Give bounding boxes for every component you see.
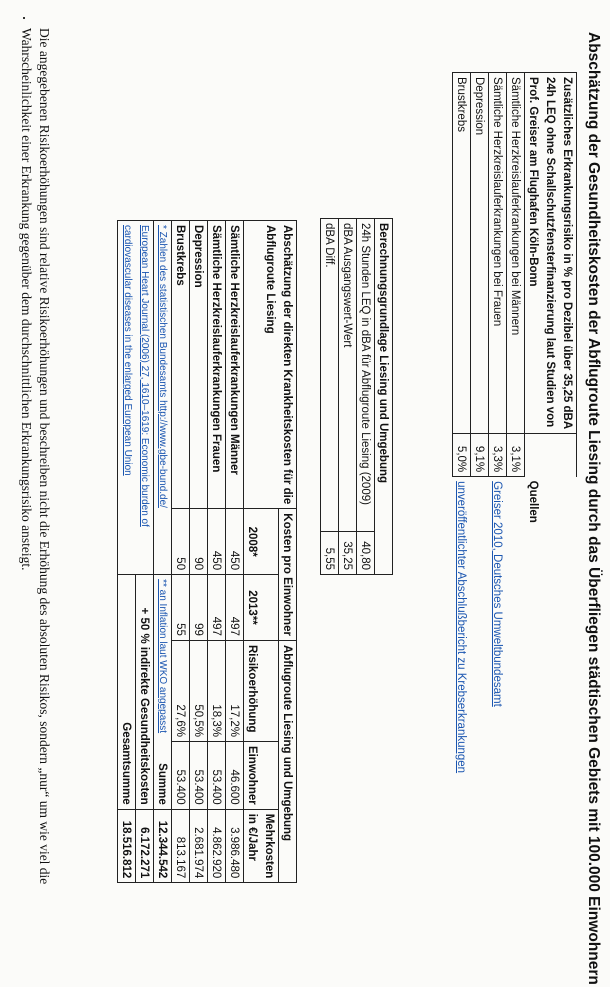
inhabitants: 53.400 — [208, 741, 226, 809]
cost-2013: 99 — [190, 575, 208, 641]
cost-2008: 450 — [208, 509, 226, 575]
risk-increase: 50,5% — [190, 640, 208, 741]
table-row — [190, 221, 208, 883]
table-row — [489, 73, 507, 778]
basis-label: 24h Stunden LEQ in dBA für Abflugroute Liesing (2009) — [357, 219, 375, 532]
table-row — [321, 219, 339, 575]
cost-2008: 90 — [190, 509, 208, 575]
footer-note: Die angegebenen Risikoerhöhungen sind relative Risikoerhöhungen und beschreiben nicht die Erhöhung des absoluten Risikos, sondern „nur“ um wie viel die Wahrscheinlichkeit einer Erkrankung gegenüber dem durchschnittlichen Erkrankungsrisiko ansteigt. — [19, 28, 52, 885]
table-row — [226, 221, 244, 883]
source-note-heart-journal-cont[interactable]: cardiovascular diseases in the enlarged European Union — [118, 221, 136, 575]
cost-table — [117, 220, 297, 883]
total-value: 18.516.812 — [118, 809, 136, 883]
extra-cost: 3.986.480 — [226, 809, 244, 883]
risk-table — [452, 72, 577, 778]
scan-speck — [23, 17, 25, 19]
page-title: Abschätzung der Gesundheitskosten der Abflugroute Liesing durch das Überfliegen städtischen Gebiets mit 100.000 Einwohnern — [585, 32, 602, 985]
route-group-header: Abflugroute Liesing und Umgebung — [279, 640, 297, 882]
risk-table-header-line1: Zusätzliches Erkrankungsrisiko in % pro Dezibel über 35,25 dBA — [559, 73, 577, 434]
risk-source[interactable] — [471, 477, 489, 777]
inflation-note[interactable]: ** an Inflation laut WKO angepasst — [154, 575, 172, 742]
risk-label: Depression — [471, 73, 489, 434]
col-2008-header: 2008* — [244, 509, 279, 575]
table-row — [208, 221, 226, 883]
per-inhabitant-group-header: Kosten pro Einwohner — [279, 509, 297, 641]
basis-label: dBA Ausgangswert-Wert — [339, 219, 357, 532]
cost-table-title-line1: Abschätzung der direkten Krankheitskosten für die — [279, 221, 297, 509]
risk-table-header-line2: 24h LEQ ohne Schallschutzfensterfinanzierung laut Studien von — [542, 73, 559, 434]
col-inhabitants-header: Einwohner — [244, 741, 279, 809]
col-extra-cost-header: Mehrkosten — [261, 809, 279, 883]
inhabitants: 53.400 — [172, 741, 190, 809]
source-note-statistik[interactable]: * Zahlen des statistischen Bundesamts http://www.gbe-bund.de/ — [154, 221, 172, 575]
indirect-cost-label: + 50 % indirekte Gesundheitskosten — [136, 575, 154, 810]
col-risk-header: Risikoerhöhung — [244, 640, 279, 741]
extra-cost: 4.862.920 — [208, 809, 226, 883]
cost-row-label: Sämtliche Herzkreislauferkrankungen Frauen — [208, 221, 226, 509]
risk-table-header-line3: Prof. Greiser am Flughafen Köln-Bonn — [525, 73, 543, 434]
col-extra-cost-unit: in €/Jahr — [244, 809, 262, 883]
risk-label: Sämtliche Herzkreislauferkrankungen bei Frauen — [489, 73, 507, 434]
cost-2013: 497 — [226, 575, 244, 641]
total-label: Gesamtsumme — [118, 575, 136, 810]
extra-cost: 2.681.974 — [190, 809, 208, 883]
sum-value: 12.344.542 — [154, 809, 172, 883]
inhabitants: 53.400 — [190, 741, 208, 809]
table-row — [339, 219, 357, 575]
basis-table — [320, 218, 393, 575]
extra-cost: 813.167 — [172, 809, 190, 883]
table-row — [357, 219, 375, 575]
basis-table-header: Berechnungsgrundlage Liesing und Umgebung — [375, 219, 393, 575]
cost-2008: 50 — [172, 509, 190, 575]
risk-source-link[interactable]: Greiser 2010, Deutsches Umweltbundesamt — [491, 481, 504, 707]
risk-value: 3,3% — [489, 434, 507, 477]
cost-table-title-line2: Abflugroute Liesing — [244, 221, 279, 509]
risk-source[interactable] — [507, 477, 525, 777]
risk-value: 3,1% — [507, 434, 525, 477]
basis-value: 5,55 — [321, 532, 339, 575]
risk-increase: 17,2% — [226, 640, 244, 741]
risk-label: Sämtliche Herzkreislauferkrankungen bei Männern — [507, 73, 525, 434]
table-row — [453, 73, 471, 778]
indirect-cost-value: 6.172.271 — [136, 809, 154, 883]
sources-label: Quellen — [527, 480, 540, 523]
risk-value: 5,0% — [453, 434, 471, 477]
risk-label: Brustkrebs — [453, 73, 471, 434]
cost-row-label: Brustkrebs — [172, 221, 190, 509]
risk-increase: 18,3% — [208, 640, 226, 741]
col-2013-header: 2013** — [244, 575, 279, 641]
table-row — [471, 73, 489, 778]
cost-2013: 497 — [208, 575, 226, 641]
cost-row-label: Sämtliche Herzkreislauferkrankungen Männer — [226, 221, 244, 509]
cost-row-label: Depression — [190, 221, 208, 509]
risk-source-link[interactable]: unveröffentlichter Abschlußbericht zu Krebserkrankungen — [455, 481, 468, 774]
table-row — [507, 73, 525, 778]
risk-value: 9,1% — [471, 434, 489, 477]
basis-value: 35,25 — [339, 532, 357, 575]
risk-increase: 27,6% — [172, 640, 190, 741]
table-row — [172, 221, 190, 883]
cost-2008: 450 — [226, 509, 244, 575]
source-note-heart-journal[interactable]: European Heart Journal (2006) 27, 1610–1619: Economic burden of — [136, 221, 154, 575]
basis-label: dBA Diff. — [321, 219, 339, 532]
basis-value: 40,80 — [357, 532, 375, 575]
sum-label: Summe — [154, 741, 172, 809]
cost-2013: 55 — [172, 575, 190, 641]
inhabitants: 46.600 — [226, 741, 244, 809]
